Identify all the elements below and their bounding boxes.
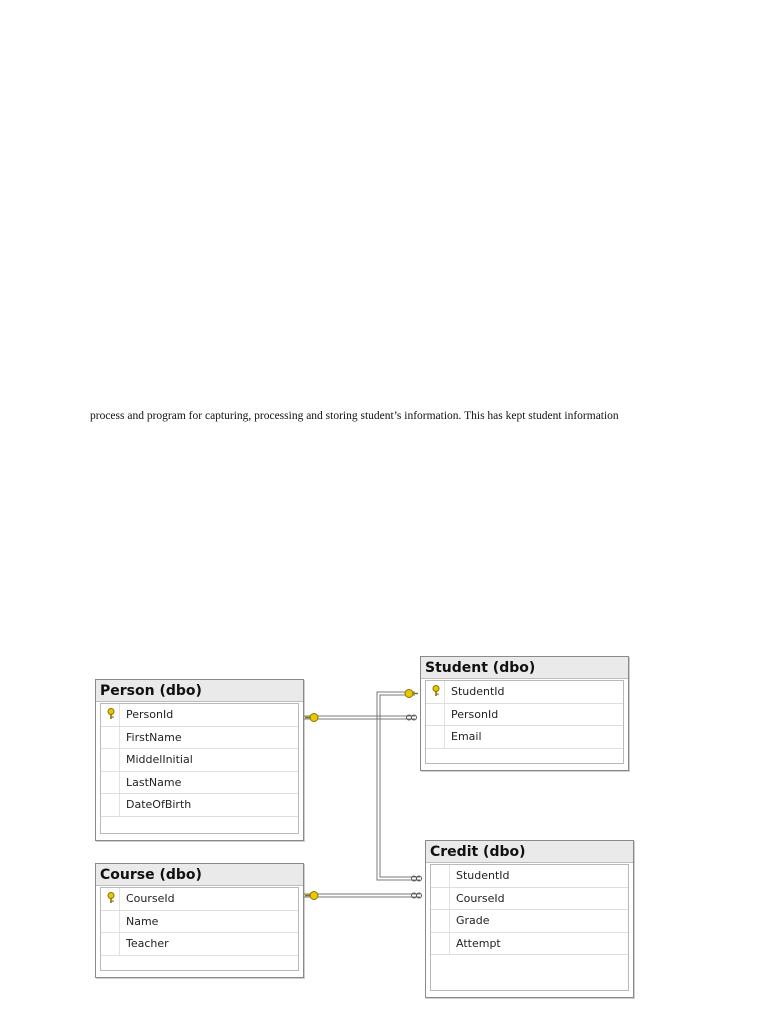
- column-name: LastName: [126, 775, 182, 789]
- column-name: Attempt: [456, 936, 501, 950]
- one-end-key-icon: [305, 714, 318, 722]
- column-name: CourseId: [456, 891, 505, 905]
- column-name: Name: [126, 914, 159, 928]
- table-title: Course (dbo): [96, 864, 303, 886]
- column-name: CourseId: [126, 892, 175, 905]
- table-title: Person (dbo): [96, 680, 303, 702]
- column-name: StudentId: [456, 869, 510, 882]
- document-text-line: process and program for capturing, processing and storing student’s information. This has kept student information: [90, 410, 619, 422]
- one-end-key-icon: [305, 892, 318, 900]
- column-name: Email: [451, 730, 482, 743]
- column-name: PersonId: [126, 708, 174, 721]
- table-title: Student (dbo): [421, 657, 628, 679]
- column-name: FirstName: [126, 730, 182, 744]
- column-name: MiddelInitial: [126, 753, 193, 766]
- column-name: Grade: [456, 914, 490, 927]
- relationship-person-student[interactable]: [303, 714, 417, 722]
- column-name: Teacher: [126, 937, 169, 950]
- one-end-key-icon: [405, 690, 418, 698]
- relationship-student-credit[interactable]: [377, 690, 422, 882]
- column-name: StudentId: [451, 685, 505, 698]
- column-name: PersonId: [451, 707, 499, 721]
- table-title: Credit (dbo): [426, 841, 633, 863]
- relationship-course-credit[interactable]: [303, 892, 422, 900]
- column-name: DateOfBirth: [126, 798, 192, 811]
